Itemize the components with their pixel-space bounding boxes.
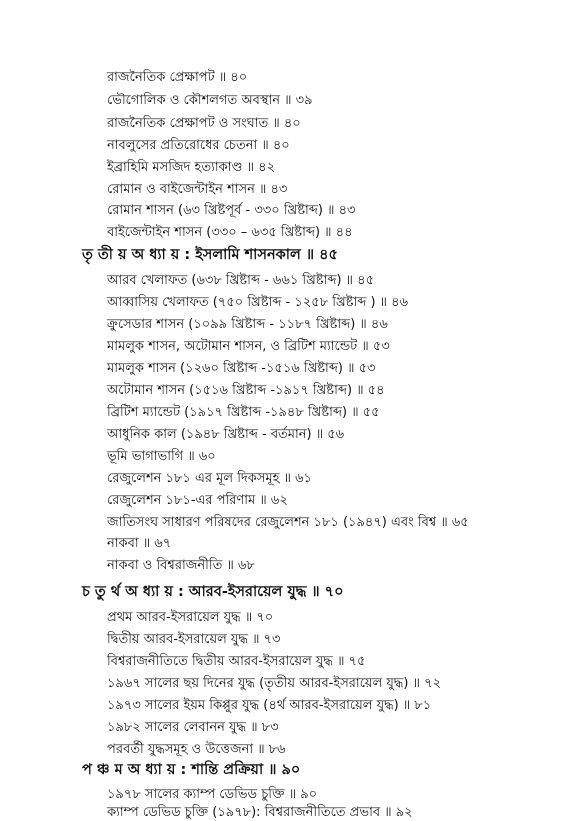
toc-entry: ১৯৭৮ সালের ক্যাম্প ডেভিড চুক্তি ॥ ৯০ [107, 787, 318, 802]
toc-entry: ভৌগোলিক ও কৌশলগত অবস্থান ॥ ৩৯ [107, 93, 313, 108]
toc-entry: জাতিসংঘ সাধারণ পরিষদের রেজুলেশন ১৮১ (১৯৪৭) এবং বিশ্ব ॥ ৬৫ [107, 515, 469, 530]
toc-entry: আরব খেলাফত (৬৩৮ খ্রিষ্টাব্দ - ৬৬১ খ্রিষ্টাব্দ) ॥ ৪৫ [107, 273, 375, 288]
chapter-heading: প ঞ্চ ম অ ধ্যা য় : শান্তি প্রক্রিয়া ॥ ৯০ [82, 762, 301, 778]
chapter-heading: তৃ তী য় অ ধ্যা য় : ইসলামি শাসনকাল ॥ ৪৫ [82, 247, 338, 263]
toc-entry: নাকবা ॥ ৬৭ [107, 536, 172, 551]
toc-entry: আব্বাসিয় খেলাফত (৭৫০ খ্রিষ্টাব্দ - ১২৫৮ খ্রিষ্টাব্দ ) ॥ ৪৬ [107, 295, 409, 310]
toc-entry: আধুনিক কাল (১৯৪৮ খ্রিষ্টাব্দ - বর্তমান) ॥ ৫৬ [107, 427, 345, 442]
toc-entry: রেজুলেশন ১৮১-এর পরিণাম ॥ ৬২ [107, 493, 288, 508]
toc-entry: রোমান ও বাইজেন্টাইন শাসন ॥ ৪৩ [107, 182, 288, 197]
toc-entry: ভূমি ভাগাভাগি ॥ ৬০ [107, 449, 216, 464]
toc-entry: ক্রুসেডার শাসন (১০৯৯ খ্রিষ্টাব্দ - ১১৮৭ খ্রিষ্টাব্দ) ॥ ৪৬ [107, 317, 388, 332]
chapter-heading: চ তু র্থ অ ধ্যা য় : আরব-ইসরায়েল যুদ্ধ ॥ ৭০ [82, 584, 344, 600]
toc-entry: রাজনৈতিক প্রেক্ষাপট ॥ ৪০ [107, 70, 248, 85]
toc-entry: রাজনৈতিক প্রেক্ষাপট ও সংঘাত ॥ ৪০ [107, 116, 301, 131]
toc-entry: মামলুক শাসন (১২৬০ খ্রিষ্টাব্দ -১৫১৬ খ্রিষ্টাব্দ) ॥ ৫৩ [107, 361, 376, 376]
toc-entry: নাকবা ও বিশ্বরাজনীতি ॥ ৬৮ [107, 558, 255, 573]
toc-entry: পরবর্তী যুদ্ধসমূহ ও উত্তেজনা ॥ ৮৬ [107, 742, 286, 757]
toc-entry: দ্বিতীয় আরব-ইসরায়েল যুদ্ধ ॥ ৭৩ [107, 632, 281, 647]
toc-entry: ব্রিটিশ ম্যান্ডেট (১৯১৭ খ্রিষ্টাব্দ -১৯৪৮ খ্রিষ্টাব্দ) ॥ ৫৫ [107, 405, 380, 420]
toc-entry: রোমান শাসন (৬৩ খ্রিষ্টপূর্ব - ৩৩০ খ্রিষ্টাব্দ) ॥ ৪৩ [107, 203, 356, 218]
toc-entry: অটোমান শাসন (১৫১৬ খ্রিষ্টাব্দ -১৯১৭ খ্রিষ্টাব্দ) ॥ ৫৪ [107, 383, 385, 398]
toc-entry: রেজুলেশন ১৮১ এর মূল দিকসমূহ ॥ ৬১ [107, 471, 312, 486]
toc-entry: ইব্রাহিমি মসজিদ হত্যাকাণ্ড ॥ ৪২ [107, 160, 276, 175]
toc-entry: নাবলুসের প্রতিরোধের চেতনা ॥ ৪০ [107, 138, 290, 153]
toc-entry: বাইজেন্টাইন শাসন (৩৩০ – ৬৩৫ খ্রিষ্টাব্দ) ॥ ৪৪ [107, 225, 353, 240]
toc-entry: প্রথম আরব-ইসরায়েল যুদ্ধ ॥ ৭০ [107, 610, 274, 625]
toc-entry: বিশ্বরাজনীতিতে দ্বিতীয় আরব-ইসরায়েল যুদ্ধ ॥ ৭৫ [107, 654, 366, 669]
toc-entry: ১৯৮২ সালের লেবানন যুদ্ধ ॥ ৮৩ [107, 720, 279, 735]
toc-entry: ১৯৬৭ সালের ছয় দিনের যুদ্ধ (তৃতীয় আরব-ইসরায়েল যুদ্ধ) ॥ ৭২ [107, 676, 442, 691]
toc-entry: ১৯৭৩ সালের ইয়ম কিপ্পুর যুদ্ধ (৪র্থ আরব-ইসরায়েল যুদ্ধ) ॥ ৮১ [107, 698, 432, 713]
toc-entry: মামলুক শাসন, অটোমান শাসন, ও ব্রিটিশ ম্যান্ডেট ॥ ৫৩ [107, 339, 390, 354]
toc-entry: ক্যাম্প ডেভিড চুক্তি (১৯৭৮): বিশ্বরাজনীতিতে প্রভাব ॥ ৯২ [107, 805, 413, 820]
